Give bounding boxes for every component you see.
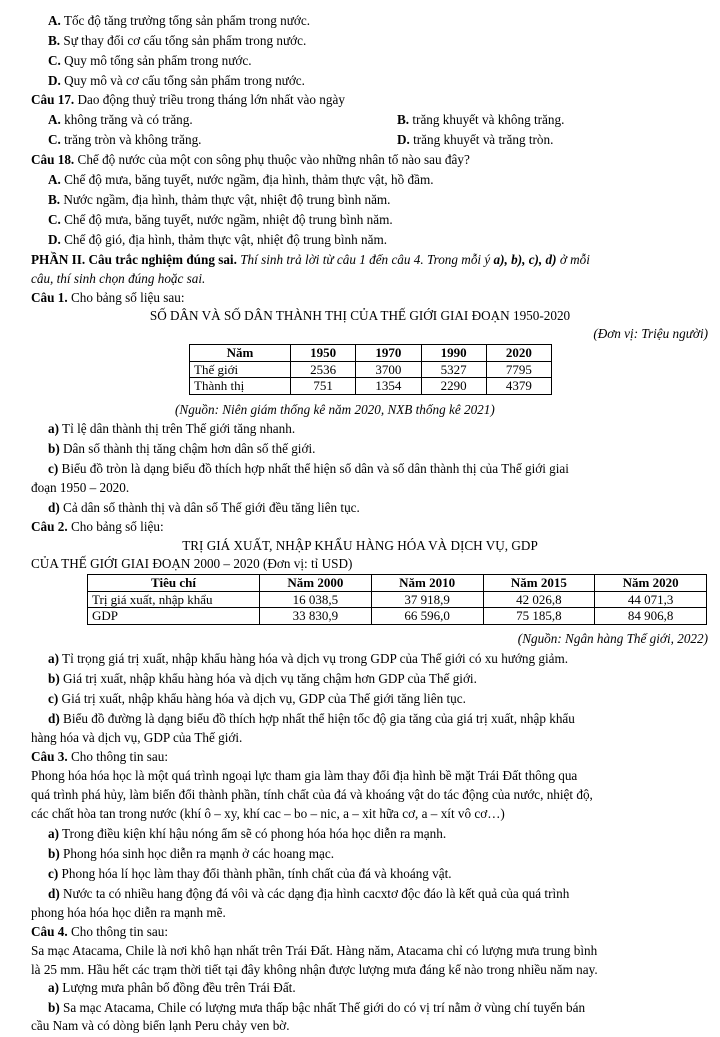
table-cell: 16 038,5 [260, 591, 372, 608]
table-header: 1950 [291, 345, 356, 362]
c1-item-c: c) Biểu đồ tròn là dạng biểu đồ thích hợp nhất thể hiện số dân và số dân thành thị của Thế giới giai [48, 461, 569, 476]
q17-option-b: B. trăng khuyết và không trăng. [397, 112, 565, 127]
c1-item-c-cont: đoạn 1950 – 2020. [31, 480, 130, 495]
c4-item-b: b) Sa mạc Atacama, Chile có lượng mưa thấp bậc nhất Thế giới do có vị trí nằm ở vùng chí tuyến bán [48, 1000, 586, 1015]
c2-table [87, 574, 707, 625]
table-header: Năm 2020 [595, 575, 707, 592]
table-cell: 2290 [421, 378, 486, 395]
c3-item-d-cont: phong hóa hóa học diễn ra mạnh mẽ. [31, 905, 226, 920]
c2-item-d-cont: hàng hóa và dịch vụ, GDP của Thế giới. [31, 730, 243, 745]
c3-item-d: d) Nước ta có nhiều hang động đá vôi và các dạng địa hình cacxtơ độc đáo là kết quả của quá trình [48, 886, 570, 901]
part2-heading: PHẦN II. Câu trắc nghiệm đúng sai. Thí sinh trả lời từ câu 1 đến câu 4. Trong mỗi ý a), b), c), d) ở mỗi [31, 252, 590, 267]
c2-item-a: a) Tỉ trọng giá trị xuất, nhập khẩu hàng hóa và dịch vụ trong GDP của Thế giới có xu hướng giảm. [48, 651, 569, 666]
table-cell: 66 596,0 [371, 608, 483, 625]
table-header: Năm 2000 [260, 575, 372, 592]
c2-stem: Câu 2. Cho bảng số liệu: [31, 519, 164, 534]
q18-option-d: D. Chế độ gió, địa hình, thảm thực vật, nhiệt độ trung bình năm. [48, 232, 387, 247]
c3-stem: Câu 3. Cho thông tin sau: [31, 749, 169, 764]
q17-stem: Câu 17. Dao động thuỷ triều trong tháng lớn nhất vào ngày [31, 92, 345, 107]
q17-option-d: D. trăng khuyết và trăng tròn. [397, 132, 554, 147]
table-header-row [190, 345, 552, 362]
q16-option-d: D. Quy mô và cơ cấu tổng sản phẩm trong nước. [48, 73, 305, 88]
c1-item-d: d) Cả dân số thành thị và dân số Thế giới đều tăng liên tục. [48, 500, 360, 515]
c3-paragraph-line: Phong hóa hóa học là một quá trình ngoại lực tham gia làm thay đổi địa hình bề mặt Trái Đất thông qua [31, 768, 578, 783]
c4-item-b-cont: cầu Nam và có dòng biển lạnh Peru chảy ven bờ. [31, 1018, 290, 1033]
table-row [190, 378, 552, 395]
table-cell: 5327 [421, 361, 486, 378]
table-header: Tiêu chí [88, 575, 260, 592]
q17-option-c: C. trăng tròn và không trăng. [48, 132, 202, 147]
table-cell: GDP [88, 608, 260, 625]
table-header: Năm 2010 [371, 575, 483, 592]
c3-item-b: b) Phong hóa sinh học diễn ra mạnh ở các hoang mạc. [48, 846, 335, 861]
c2-source: (Nguồn: Ngân hàng Thế giới, 2022) [517, 631, 708, 646]
c4-paragraph-line: Sa mạc Atacama, Chile là nơi khô hạn nhất trên Trái Đất. Hàng năm, Atacama chỉ có lượng mưa trung bình [31, 943, 598, 958]
table-row [88, 608, 707, 625]
q18-option-a: A. Chế độ mưa, băng tuyết, nước ngầm, địa hình, thảm thực vật, hồ đầm. [48, 172, 434, 187]
table-cell: 84 906,8 [595, 608, 707, 625]
table-header: 1990 [421, 345, 486, 362]
table-header-row [88, 575, 707, 592]
q18-stem: Câu 18. Chế độ nước của một con sông phụ thuộc vào những nhân tố nào sau đây? [31, 152, 470, 167]
q16-option-b: B. Sự thay đổi cơ cấu tổng sản phẩm trong nước. [48, 33, 307, 48]
table-header: 1970 [356, 345, 421, 362]
table-cell: 3700 [356, 361, 421, 378]
c3-paragraph-line: các chất hòa tan trong nước (khí ô – xy, khí cac – bo – nic, a – xit hữa cơ, a – xít vô cơ…) [31, 806, 505, 821]
table-header: Năm [190, 345, 291, 362]
table-cell: Thành thị [190, 378, 291, 395]
c1-item-a: a) Tỉ lệ dân thành thị trên Thế giới tăng nhanh. [48, 421, 296, 436]
c1-table-title: SỐ DÂN VÀ SỐ DÂN THÀNH THỊ CỦA THẾ GIỚI GIAI ĐOẠN 1950-2020 [149, 308, 571, 323]
q16-option-a: A. Tốc độ tăng trưởng tổng sản phẩm trong nước. [48, 13, 311, 28]
c3-item-a: a) Trong điều kiện khí hậu nóng ẩm sẽ có phong hóa hóa học diễn ra mạnh. [48, 826, 447, 841]
table-cell: 33 830,9 [260, 608, 372, 625]
c1-item-b: b) Dân số thành thị tăng chậm hơn dân số thế giới. [48, 441, 316, 456]
table-cell: 42 026,8 [483, 591, 595, 608]
c1-table [189, 344, 552, 395]
table-cell: 37 918,9 [371, 591, 483, 608]
table-row [88, 591, 707, 608]
table-cell: 4379 [486, 378, 551, 395]
q18-option-b: B. Nước ngầm, địa hình, thảm thực vật, nhiệt độ trung bình năm. [48, 192, 391, 207]
q16-option-c: C. Quy mô tổng sản phẩm trong nước. [48, 53, 252, 68]
table-cell: 44 071,3 [595, 591, 707, 608]
table-cell: 1354 [356, 378, 421, 395]
q18-option-c: C. Chế độ mưa, băng tuyết, nước ngầm, nhiệt độ trung bình năm. [48, 212, 393, 227]
c2-table-title: TRỊ GIÁ XUẤT, NHẬP KHẨU HÀNG HÓA VÀ DỊCH VỤ, GDP [182, 538, 538, 553]
c2-item-c: c) Giá trị xuất, nhập khẩu hàng hóa và dịch vụ, GDP của Thế giới tăng liên tục. [48, 691, 466, 706]
table-header: 2020 [486, 345, 551, 362]
table-row [190, 361, 552, 378]
c4-stem: Câu 4. Cho thông tin sau: [31, 924, 169, 939]
c1-source: (Nguồn: Niên giám thống kê năm 2020, NXB thống kê 2021) [175, 402, 495, 417]
c2-item-b: b) Giá trị xuất, nhập khẩu hàng hóa và dịch vụ tăng chậm hơn GDP của Thế giới. [48, 671, 477, 686]
c2-item-d: d) Biểu đồ đường là dạng biểu đồ thích hợp nhất thể hiện tốc độ gia tăng của giá trị xuất, nhập khẩu [48, 711, 575, 726]
q17-option-a: A. không trăng và có trăng. [48, 112, 193, 127]
table-cell: 2536 [291, 361, 356, 378]
c2-table-subtitle: CỦA THẾ GIỚI GIAI ĐOẠN 2000 – 2020 (Đơn vị: tỉ USD) [31, 556, 353, 571]
part2-instruction-cont: câu, thí sinh chọn đúng hoặc sai. [31, 271, 206, 286]
c1-unit: (Đơn vị: Triệu người) [593, 326, 708, 341]
c4-item-a: a) Lượng mưa phân bố đồng đều trên Trái Đất. [48, 980, 296, 995]
table-header: Năm 2015 [483, 575, 595, 592]
c3-item-c: c) Phong hóa lí học làm thay đổi thành phần, tính chất của đá và khoáng vật. [48, 866, 452, 881]
table-cell: Trị giá xuất, nhập khẩu [88, 591, 260, 608]
table-cell: 751 [291, 378, 356, 395]
c1-stem: Câu 1. Cho bảng số liệu sau: [31, 290, 185, 305]
table-cell: Thế giới [190, 361, 291, 378]
table-cell: 7795 [486, 361, 551, 378]
c4-paragraph-line: là 25 mm. Hầu hết các trạm thời tiết tại đây không nhận được lượng mưa đáng kể nào trong nhiều năm nay. [31, 962, 598, 977]
c3-paragraph-line: quá trình phá hủy, làm biến đổi thành phần, tính chất của đá và khoáng vật do tác động của nước, nhiệt độ, [31, 787, 593, 802]
table-cell: 75 185,8 [483, 608, 595, 625]
